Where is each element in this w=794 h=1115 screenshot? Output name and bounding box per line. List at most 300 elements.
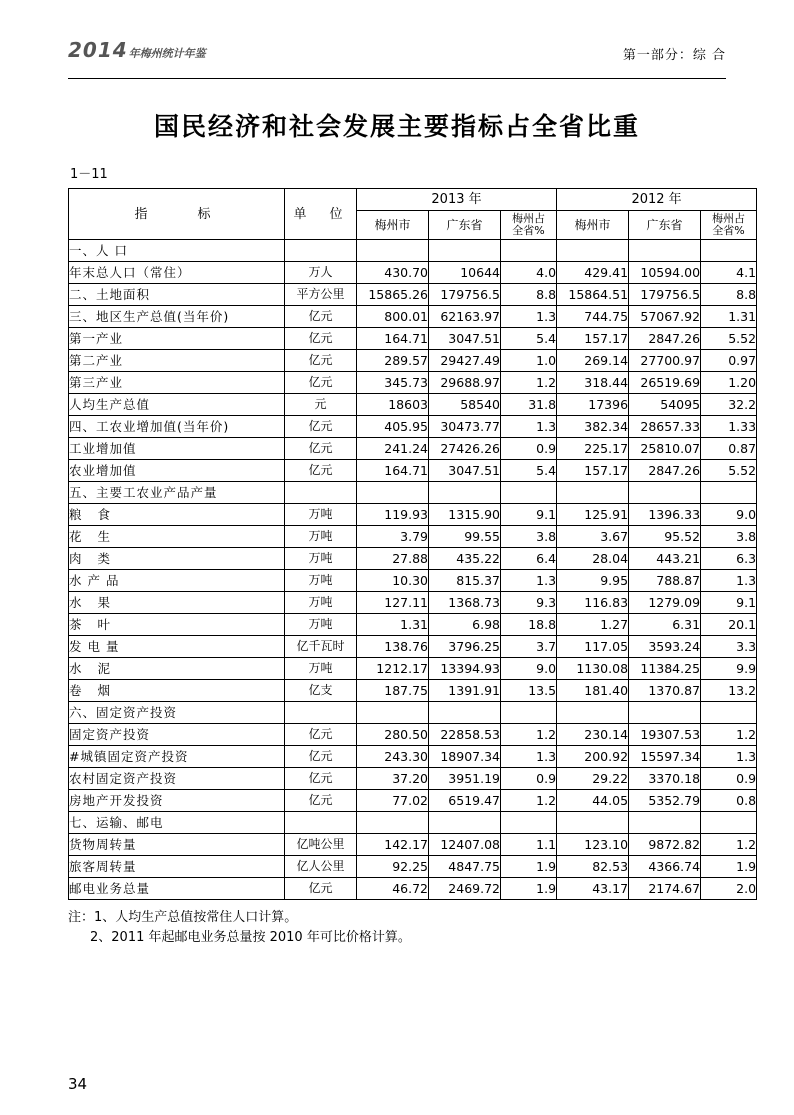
row-unit bbox=[285, 702, 357, 724]
row-2012-province: 6.31 bbox=[629, 614, 701, 636]
row-2013-city: 289.57 bbox=[357, 350, 429, 372]
row-2012-province: 19307.53 bbox=[629, 724, 701, 746]
row-2012-province: 27700.97 bbox=[629, 350, 701, 372]
row-indicator: 花 生 bbox=[69, 526, 285, 548]
row-2013-province: 3047.51 bbox=[429, 328, 501, 350]
row-unit bbox=[285, 812, 357, 834]
row-2013-share: 13.5 bbox=[501, 680, 557, 702]
row-2012-share: 1.33 bbox=[701, 416, 757, 438]
table-row bbox=[69, 636, 757, 658]
row-2012-city: 17396 bbox=[557, 394, 629, 416]
row-unit: 平方公里 bbox=[285, 284, 357, 306]
row-2012-share: 6.3 bbox=[701, 548, 757, 570]
row-2012-share: 0.97 bbox=[701, 350, 757, 372]
row-unit: 亿元 bbox=[285, 416, 357, 438]
row-unit: 亿元 bbox=[285, 460, 357, 482]
table-row bbox=[69, 284, 757, 306]
row-2013-share: 1.1 bbox=[501, 834, 557, 856]
row-2012-province bbox=[629, 482, 701, 504]
table-row bbox=[69, 262, 757, 284]
row-2013-city: 164.71 bbox=[357, 460, 429, 482]
row-2013-province: 27426.26 bbox=[429, 438, 501, 460]
row-2013-province: 6519.47 bbox=[429, 790, 501, 812]
row-indicator: 粮 食 bbox=[69, 504, 285, 526]
row-2013-city: 1212.17 bbox=[357, 658, 429, 680]
row-indicator: 水产品 bbox=[69, 570, 285, 592]
row-2013-city: 27.88 bbox=[357, 548, 429, 570]
row-indicator: 工业增加值 bbox=[69, 438, 285, 460]
row-2012-city: 44.05 bbox=[557, 790, 629, 812]
row-2012-city: 9.95 bbox=[557, 570, 629, 592]
table-row bbox=[69, 570, 757, 592]
row-2013-province: 12407.08 bbox=[429, 834, 501, 856]
row-unit: 亿元 bbox=[285, 350, 357, 372]
row-2013-province: 2469.72 bbox=[429, 878, 501, 900]
row-2013-province: 4847.75 bbox=[429, 856, 501, 878]
row-indicator: 发电量 bbox=[69, 636, 285, 658]
row-indicator: 货物周转量 bbox=[69, 834, 285, 856]
logo-subtitle: 年梅州统计年鉴 bbox=[128, 47, 206, 60]
row-2012-province: 2847.26 bbox=[629, 328, 701, 350]
row-unit: 万人 bbox=[285, 262, 357, 284]
row-2013-share: 3.7 bbox=[501, 636, 557, 658]
row-2013-share: 5.4 bbox=[501, 460, 557, 482]
header-2013-share bbox=[501, 211, 557, 240]
row-2012-province bbox=[629, 702, 701, 724]
row-2013-province: 13394.93 bbox=[429, 658, 501, 680]
row-2013-share: 31.8 bbox=[501, 394, 557, 416]
row-2012-city: 125.91 bbox=[557, 504, 629, 526]
row-indicator: 肉 类 bbox=[69, 548, 285, 570]
header-2013-share-line2: 全省% bbox=[512, 224, 545, 237]
header-year-2012: 2012 年 bbox=[557, 189, 757, 211]
page-header bbox=[68, 38, 726, 79]
row-unit bbox=[285, 240, 357, 262]
row-2012-province: 1279.09 bbox=[629, 592, 701, 614]
row-2013-city: 241.24 bbox=[357, 438, 429, 460]
row-2013-province: 1315.90 bbox=[429, 504, 501, 526]
table-row bbox=[69, 680, 757, 702]
row-2013-city: 119.93 bbox=[357, 504, 429, 526]
table-row bbox=[69, 856, 757, 878]
table-row bbox=[69, 394, 757, 416]
row-2012-share: 3.3 bbox=[701, 636, 757, 658]
row-2012-share bbox=[701, 812, 757, 834]
row-2013-province: 815.37 bbox=[429, 570, 501, 592]
row-2013-city: 18603 bbox=[357, 394, 429, 416]
row-2012-share: 9.1 bbox=[701, 592, 757, 614]
row-2013-share: 9.1 bbox=[501, 504, 557, 526]
row-2012-city bbox=[557, 482, 629, 504]
header-2012-province: 广东省 bbox=[629, 211, 701, 240]
row-2013-share: 18.8 bbox=[501, 614, 557, 636]
row-unit bbox=[285, 482, 357, 504]
row-2012-share: 9.0 bbox=[701, 504, 757, 526]
row-2013-province: 99.55 bbox=[429, 526, 501, 548]
header-year-2013: 2013 年 bbox=[357, 189, 557, 211]
row-2013-city: 138.76 bbox=[357, 636, 429, 658]
row-2013-share: 6.4 bbox=[501, 548, 557, 570]
row-2013-city: 187.75 bbox=[357, 680, 429, 702]
row-2013-city: 142.17 bbox=[357, 834, 429, 856]
row-2013-share: 1.3 bbox=[501, 570, 557, 592]
row-2012-share: 1.3 bbox=[701, 570, 757, 592]
table-row bbox=[69, 240, 757, 262]
table-row bbox=[69, 328, 757, 350]
row-unit: 亿元 bbox=[285, 724, 357, 746]
row-2012-share bbox=[701, 482, 757, 504]
row-2012-province: 11384.25 bbox=[629, 658, 701, 680]
page-number: 34 bbox=[68, 1075, 88, 1093]
row-2012-share: 1.2 bbox=[701, 724, 757, 746]
row-2012-city: 200.92 bbox=[557, 746, 629, 768]
row-2013-province bbox=[429, 812, 501, 834]
row-2012-city bbox=[557, 240, 629, 262]
row-indicator: 五、主要工农业产品产量 bbox=[69, 482, 285, 504]
table-row bbox=[69, 372, 757, 394]
row-2012-province: 25810.07 bbox=[629, 438, 701, 460]
row-unit: 亿人公里 bbox=[285, 856, 357, 878]
row-2012-city: 269.14 bbox=[557, 350, 629, 372]
row-2013-city: 430.70 bbox=[357, 262, 429, 284]
row-2012-city: 116.83 bbox=[557, 592, 629, 614]
table-row bbox=[69, 350, 757, 372]
table-row bbox=[69, 306, 757, 328]
row-2013-share: 5.4 bbox=[501, 328, 557, 350]
row-indicator: #城镇固定资产投资 bbox=[69, 746, 285, 768]
table-header bbox=[69, 189, 757, 240]
row-2012-province: 15597.34 bbox=[629, 746, 701, 768]
row-unit: 亿元 bbox=[285, 746, 357, 768]
row-2013-city bbox=[357, 482, 429, 504]
row-2013-city: 800.01 bbox=[357, 306, 429, 328]
row-2012-city: 225.17 bbox=[557, 438, 629, 460]
row-unit: 亿千瓦时 bbox=[285, 636, 357, 658]
row-2013-share: 9.3 bbox=[501, 592, 557, 614]
row-2013-province: 18907.34 bbox=[429, 746, 501, 768]
header-unit: 单 位 bbox=[285, 189, 357, 240]
row-2013-city: 92.25 bbox=[357, 856, 429, 878]
row-2012-city: 1.27 bbox=[557, 614, 629, 636]
row-2012-share: 0.9 bbox=[701, 768, 757, 790]
row-indicator: 第一产业 bbox=[69, 328, 285, 350]
row-2013-city bbox=[357, 240, 429, 262]
row-2013-share: 1.3 bbox=[501, 746, 557, 768]
row-indicator: 房地产开发投资 bbox=[69, 790, 285, 812]
row-2013-share: 4.0 bbox=[501, 262, 557, 284]
row-2012-province: 3593.24 bbox=[629, 636, 701, 658]
row-2012-province: 179756.5 bbox=[629, 284, 701, 306]
table-header-row-1 bbox=[69, 189, 757, 211]
row-2012-city: 157.17 bbox=[557, 328, 629, 350]
row-2013-city: 15865.26 bbox=[357, 284, 429, 306]
row-2013-city: 243.30 bbox=[357, 746, 429, 768]
table-row bbox=[69, 878, 757, 900]
row-2012-province: 54095 bbox=[629, 394, 701, 416]
header-2012-share-line1: 梅州占 bbox=[712, 212, 746, 225]
row-2013-share: 8.8 bbox=[501, 284, 557, 306]
row-2013-province: 58540 bbox=[429, 394, 501, 416]
row-2012-city: 318.44 bbox=[557, 372, 629, 394]
row-indicator: 邮电业务总量 bbox=[69, 878, 285, 900]
row-2013-province: 30473.77 bbox=[429, 416, 501, 438]
row-2013-province bbox=[429, 702, 501, 724]
row-unit: 万吨 bbox=[285, 614, 357, 636]
row-2012-share: 4.1 bbox=[701, 262, 757, 284]
row-2013-city: 37.20 bbox=[357, 768, 429, 790]
table-row bbox=[69, 416, 757, 438]
row-2012-share: 2.0 bbox=[701, 878, 757, 900]
row-indicator: 四、工农业增加值(当年价) bbox=[69, 416, 285, 438]
row-2012-share: 1.2 bbox=[701, 834, 757, 856]
row-2013-share bbox=[501, 702, 557, 724]
row-indicator: 茶 叶 bbox=[69, 614, 285, 636]
table-row bbox=[69, 592, 757, 614]
row-2012-share: 5.52 bbox=[701, 328, 757, 350]
row-2013-share: 1.2 bbox=[501, 724, 557, 746]
table-row bbox=[69, 702, 757, 724]
yearbook-logo bbox=[68, 38, 206, 62]
row-indicator: 固定资产投资 bbox=[69, 724, 285, 746]
row-2012-city: 82.53 bbox=[557, 856, 629, 878]
row-unit: 亿元 bbox=[285, 768, 357, 790]
row-indicator: 年末总人口（常住） bbox=[69, 262, 285, 284]
row-2013-share: 1.2 bbox=[501, 372, 557, 394]
row-2012-share: 1.20 bbox=[701, 372, 757, 394]
row-indicator: 水 泥 bbox=[69, 658, 285, 680]
row-unit: 万吨 bbox=[285, 526, 357, 548]
header-2013-province: 广东省 bbox=[429, 211, 501, 240]
row-2012-share: 0.87 bbox=[701, 438, 757, 460]
row-indicator: 一、人 口 bbox=[69, 240, 285, 262]
row-2013-share: 1.3 bbox=[501, 306, 557, 328]
row-2013-city: 10.30 bbox=[357, 570, 429, 592]
row-2013-share: 1.9 bbox=[501, 878, 557, 900]
row-2013-province: 29688.97 bbox=[429, 372, 501, 394]
row-unit: 亿元 bbox=[285, 790, 357, 812]
row-2012-city: 123.10 bbox=[557, 834, 629, 856]
row-2012-province: 2847.26 bbox=[629, 460, 701, 482]
row-2012-share: 20.1 bbox=[701, 614, 757, 636]
row-2012-province: 4366.74 bbox=[629, 856, 701, 878]
note-line-1: 注：1、人均生产总值按常住人口计算。 bbox=[68, 910, 298, 925]
row-indicator: 第二产业 bbox=[69, 350, 285, 372]
table-row bbox=[69, 658, 757, 680]
row-2012-city: 1130.08 bbox=[557, 658, 629, 680]
row-indicator: 三、地区生产总值(当年价) bbox=[69, 306, 285, 328]
row-2012-city: 382.34 bbox=[557, 416, 629, 438]
row-2012-province: 788.87 bbox=[629, 570, 701, 592]
row-2013-city: 280.50 bbox=[357, 724, 429, 746]
section-label: 第一部分：综 合 bbox=[622, 48, 726, 63]
row-2012-province: 1370.87 bbox=[629, 680, 701, 702]
row-unit: 万吨 bbox=[285, 592, 357, 614]
row-unit: 万吨 bbox=[285, 570, 357, 592]
row-2012-share: 0.8 bbox=[701, 790, 757, 812]
row-unit: 万吨 bbox=[285, 548, 357, 570]
row-2013-share: 1.3 bbox=[501, 416, 557, 438]
table-body bbox=[69, 240, 757, 900]
row-2012-share: 3.8 bbox=[701, 526, 757, 548]
table-row bbox=[69, 548, 757, 570]
row-2012-province: 443.21 bbox=[629, 548, 701, 570]
row-2013-province: 1391.91 bbox=[429, 680, 501, 702]
row-2013-share bbox=[501, 482, 557, 504]
row-unit: 亿元 bbox=[285, 306, 357, 328]
row-2012-city bbox=[557, 812, 629, 834]
row-2012-city: 230.14 bbox=[557, 724, 629, 746]
row-2012-city: 181.40 bbox=[557, 680, 629, 702]
row-2013-province: 62163.97 bbox=[429, 306, 501, 328]
header-indicator: 指 标 bbox=[69, 189, 285, 240]
row-2012-city: 117.05 bbox=[557, 636, 629, 658]
row-2012-share: 32.2 bbox=[701, 394, 757, 416]
row-2013-province bbox=[429, 482, 501, 504]
table-row bbox=[69, 482, 757, 504]
row-2013-city: 3.79 bbox=[357, 526, 429, 548]
row-unit: 亿吨公里 bbox=[285, 834, 357, 856]
row-2013-province: 1368.73 bbox=[429, 592, 501, 614]
row-unit: 元 bbox=[285, 394, 357, 416]
row-unit: 亿支 bbox=[285, 680, 357, 702]
row-2013-city: 164.71 bbox=[357, 328, 429, 350]
table-row bbox=[69, 790, 757, 812]
row-2012-province: 1396.33 bbox=[629, 504, 701, 526]
table-row bbox=[69, 834, 757, 856]
header-2013-share-line1: 梅州占 bbox=[512, 212, 546, 225]
row-indicator: 农村固定资产投资 bbox=[69, 768, 285, 790]
row-2013-city: 46.72 bbox=[357, 878, 429, 900]
row-2013-share: 0.9 bbox=[501, 768, 557, 790]
row-2012-province: 9872.82 bbox=[629, 834, 701, 856]
row-2012-share: 9.9 bbox=[701, 658, 757, 680]
table-row bbox=[69, 614, 757, 636]
header-2012-city: 梅州市 bbox=[557, 211, 629, 240]
row-unit: 亿元 bbox=[285, 372, 357, 394]
table-row bbox=[69, 768, 757, 790]
row-2012-province: 3370.18 bbox=[629, 768, 701, 790]
row-2012-city: 157.17 bbox=[557, 460, 629, 482]
row-2013-province: 22858.53 bbox=[429, 724, 501, 746]
row-2012-province bbox=[629, 240, 701, 262]
table-notes bbox=[68, 908, 726, 948]
row-2013-share: 1.0 bbox=[501, 350, 557, 372]
row-2013-province: 3951.19 bbox=[429, 768, 501, 790]
row-2012-city: 3.67 bbox=[557, 526, 629, 548]
row-2012-share: 1.31 bbox=[701, 306, 757, 328]
row-unit: 亿元 bbox=[285, 328, 357, 350]
row-2012-city: 15864.51 bbox=[557, 284, 629, 306]
row-2013-city: 127.11 bbox=[357, 592, 429, 614]
row-indicator: 人均生产总值 bbox=[69, 394, 285, 416]
row-2012-province: 5352.79 bbox=[629, 790, 701, 812]
row-2012-province: 26519.69 bbox=[629, 372, 701, 394]
row-2013-province: 435.22 bbox=[429, 548, 501, 570]
statistics-table bbox=[68, 188, 757, 900]
row-2012-city: 29.22 bbox=[557, 768, 629, 790]
row-2012-province: 57067.92 bbox=[629, 306, 701, 328]
header-2013-city: 梅州市 bbox=[357, 211, 429, 240]
note-line-2: 2、2011 年起邮电业务总量按 2010 年可比价格计算。 bbox=[90, 930, 411, 945]
row-2013-province: 3796.25 bbox=[429, 636, 501, 658]
row-2013-province: 6.98 bbox=[429, 614, 501, 636]
row-2013-city bbox=[357, 812, 429, 834]
table-row bbox=[69, 504, 757, 526]
table-row bbox=[69, 812, 757, 834]
row-2013-share: 0.9 bbox=[501, 438, 557, 460]
row-2013-city: 1.31 bbox=[357, 614, 429, 636]
row-2012-share: 1.9 bbox=[701, 856, 757, 878]
header-2012-share-line2: 全省% bbox=[712, 224, 745, 237]
row-indicator: 七、运输、邮电 bbox=[69, 812, 285, 834]
header-2012-share bbox=[701, 211, 757, 240]
row-2013-share bbox=[501, 240, 557, 262]
row-2013-province bbox=[429, 240, 501, 262]
logo-year: 2014 bbox=[68, 38, 128, 62]
row-2012-share bbox=[701, 702, 757, 724]
row-2012-province: 2174.67 bbox=[629, 878, 701, 900]
row-2012-province bbox=[629, 812, 701, 834]
row-indicator: 六、固定资产投资 bbox=[69, 702, 285, 724]
row-2012-city: 28.04 bbox=[557, 548, 629, 570]
row-indicator: 卷 烟 bbox=[69, 680, 285, 702]
row-indicator: 二、土地面积 bbox=[69, 284, 285, 306]
table-row bbox=[69, 724, 757, 746]
table-number: 1－11 bbox=[70, 167, 108, 182]
row-2012-share: 8.8 bbox=[701, 284, 757, 306]
table-row bbox=[69, 460, 757, 482]
row-indicator: 农业增加值 bbox=[69, 460, 285, 482]
row-2013-city: 77.02 bbox=[357, 790, 429, 812]
row-2012-share: 13.2 bbox=[701, 680, 757, 702]
row-2012-share bbox=[701, 240, 757, 262]
table-row bbox=[69, 438, 757, 460]
row-2012-city bbox=[557, 702, 629, 724]
row-unit: 亿元 bbox=[285, 438, 357, 460]
row-indicator: 第三产业 bbox=[69, 372, 285, 394]
row-2012-province: 10594.00 bbox=[629, 262, 701, 284]
row-2013-province: 10644 bbox=[429, 262, 501, 284]
row-2013-province: 179756.5 bbox=[429, 284, 501, 306]
row-2012-share: 1.3 bbox=[701, 746, 757, 768]
row-2013-province: 3047.51 bbox=[429, 460, 501, 482]
row-2012-share: 5.52 bbox=[701, 460, 757, 482]
page-title: 国民经济和社会发展主要指标占全省比重 bbox=[153, 112, 640, 141]
row-2013-province: 29427.49 bbox=[429, 350, 501, 372]
row-2012-province: 95.52 bbox=[629, 526, 701, 548]
row-2013-city bbox=[357, 702, 429, 724]
table-row bbox=[69, 746, 757, 768]
row-2013-share: 1.9 bbox=[501, 856, 557, 878]
row-2012-city: 744.75 bbox=[557, 306, 629, 328]
row-indicator: 水 果 bbox=[69, 592, 285, 614]
row-2012-city: 43.17 bbox=[557, 878, 629, 900]
table-row bbox=[69, 526, 757, 548]
page bbox=[0, 38, 794, 1115]
row-unit: 万吨 bbox=[285, 658, 357, 680]
row-2013-share: 3.8 bbox=[501, 526, 557, 548]
row-2012-province: 28657.33 bbox=[629, 416, 701, 438]
row-indicator: 旅客周转量 bbox=[69, 856, 285, 878]
row-2013-share: 9.0 bbox=[501, 658, 557, 680]
row-unit: 亿元 bbox=[285, 878, 357, 900]
row-2013-share bbox=[501, 812, 557, 834]
row-2013-share: 1.2 bbox=[501, 790, 557, 812]
row-unit: 万吨 bbox=[285, 504, 357, 526]
row-2013-city: 405.95 bbox=[357, 416, 429, 438]
row-2013-city: 345.73 bbox=[357, 372, 429, 394]
row-2012-city: 429.41 bbox=[557, 262, 629, 284]
